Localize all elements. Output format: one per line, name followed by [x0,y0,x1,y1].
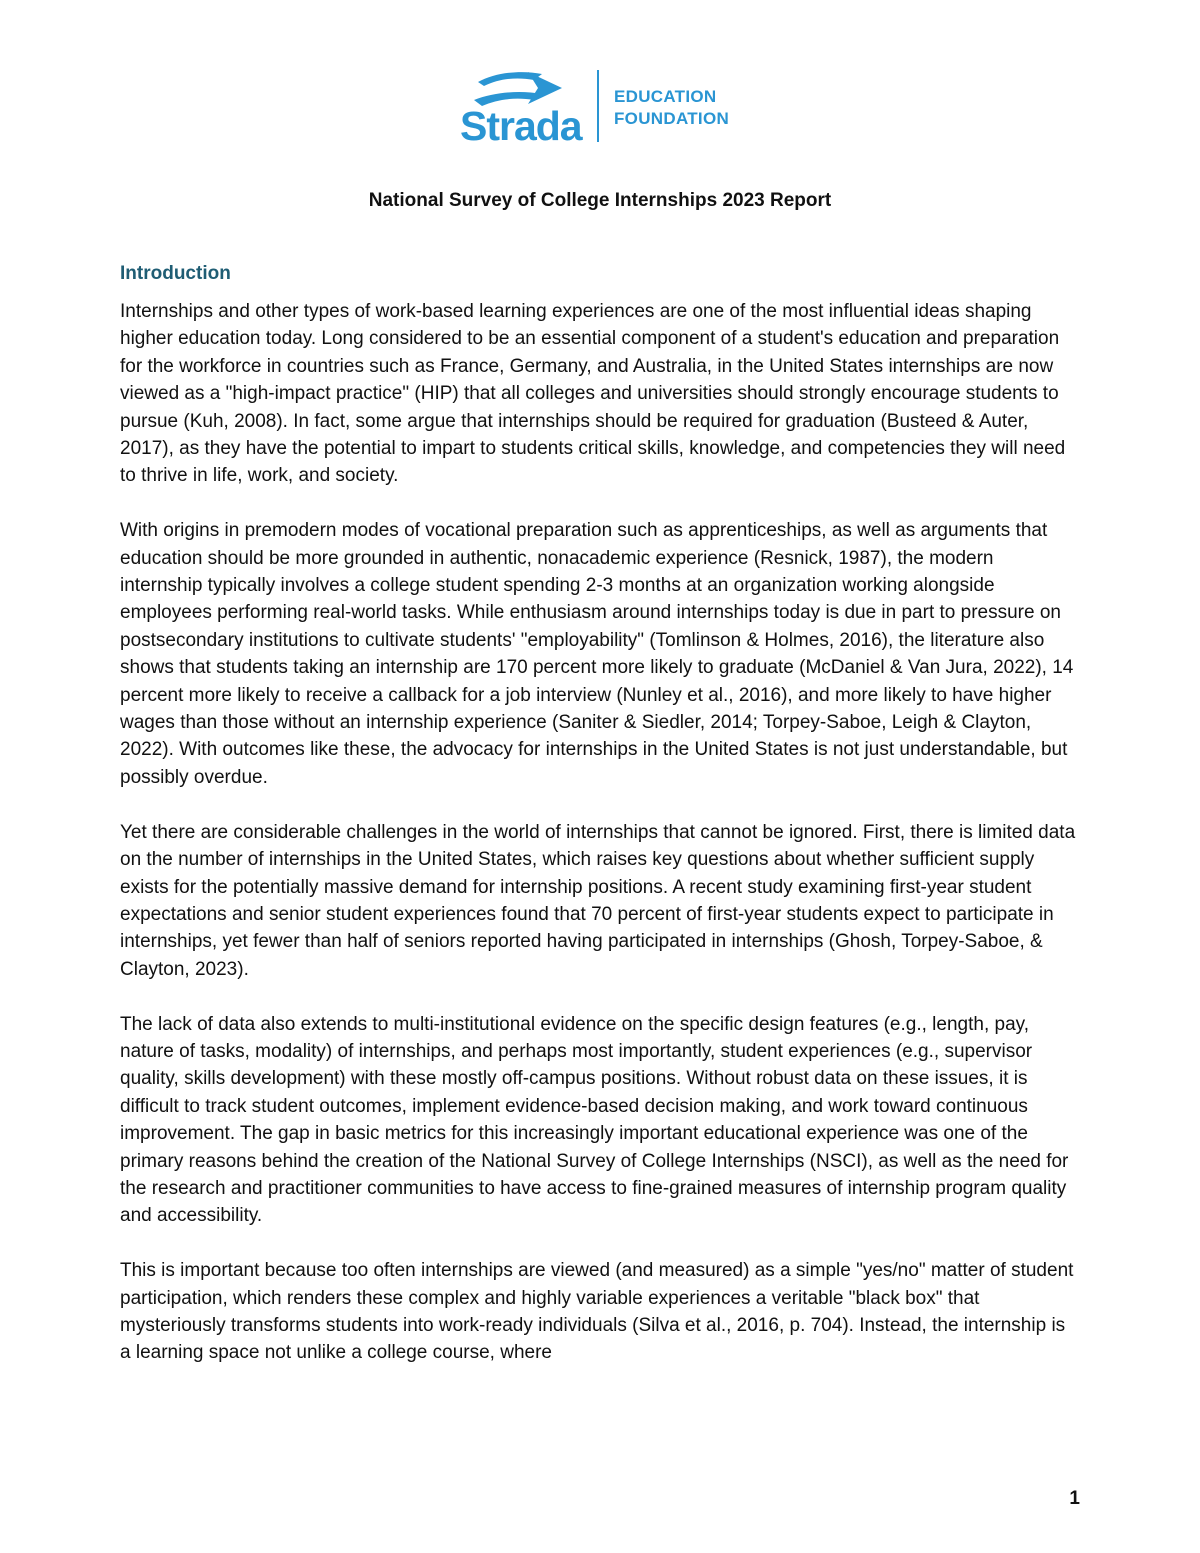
paragraph-5: This is important because too often internships are viewed (and measured) as a simple "yes/no" matter of student participation, which renders these complex and highly variable experiences a veritable "black box" that mysteriously transforms students into work-ready individuals (Silva et al., 2016, p. 704). Instead, the internship is a learning space not unlike a college course, where [120,1260,1074,1364]
logo-divider [597,70,599,142]
logo-foundation-text [614,86,729,130]
page-number: 1 [1069,1488,1080,1509]
logo-wordmark: Strada [460,103,582,149]
section-heading: Introduction [120,263,231,284]
paragraph-3: Yet there are considerable challenges in the world of internships that cannot be ignored. First, there is limited data on the number of internships in the United States, which raises key questions about whether sufficient supply exists for the potentially massive demand for internship positions. A recent study examining first-year student expectations and senior student experiences found that 70 percent of first-year students expect to participate in internships, yet fewer than half of seniors reported having participated in internships (Ghosh, Torpey-Saboe, & Clayton, 2023). [120,821,1076,980]
logo-line-1: EDUCATION [614,87,717,106]
paragraph-4: The lack of data also extends to multi-institutional evidence on the specific design features (e.g., length, pay, nature of tasks, modality) of internships, and perhaps most importantly, student experiences (e.g., supervisor quality, skills development) with these mostly off-campus positions. Without robust data on these issues, it is difficult to track student outcomes, implement evidence-based decision making, and work toward continuous improvement. The gap in basic metrics for this increasingly important educational experience was one of the primary reasons behind the creation of the National Survey of College Internships (NSCI), as well as the need for the research and practitioner communities to have access to fine-grained measures of internship program quality and accessibility. [120,1013,1069,1227]
paragraph-2: With origins in premodern modes of vocational preparation such as apprenticeships, as well as arguments that education should be more grounded in authentic, nonacademic experience (Resnick, 1987), the modern internship typically involves a college student spending 2-3 months at an organization working alongside employees performing real-world tasks. While enthusiasm around internships today is due in part to pressure on postsecondary institutions to cultivate students' "employability" (Tomlinson & Holmes, 2016), the literature also shows that students taking an internship are 170 percent more likely to graduate (McDaniel & Van Jura, 2022), 14 percent more likely to receive a callback for a job interview (Nunley et al., 2016), and more likely to have higher wages than those without an internship experience (Saniter & Siedler, 2014; Torpey-Saboe, Leigh & Clayton, 2022). With outcomes like these, the advocacy for internships in the United States is not just understandable, but possibly overdue. [120,520,1074,788]
paragraph-1: Internships and other types of work-based learning experiences are one of the most influential ideas shaping higher education today. Long considered to be an essential component of a student's education and preparation for the workforce in countries such as France, Germany, and Australia, in the United States internships are now viewed as a "high-impact practice" (HIP) that all colleges and universities should strongly encourage students to pursue (Kuh, 2008). In fact, some argue that internships should be required for graduation (Busteed & Auter, 2017), as they have the potential to impart to students critical skills, knowledge, and competencies they will need to thrive in life, work, and society. [120,301,1066,487]
document-title: National Survey of College Internships 2023 Report [368,190,832,211]
strada-logo [458,66,758,150]
document-body [120,262,1080,1394]
logo-line-2: FOUNDATION [614,109,730,128]
